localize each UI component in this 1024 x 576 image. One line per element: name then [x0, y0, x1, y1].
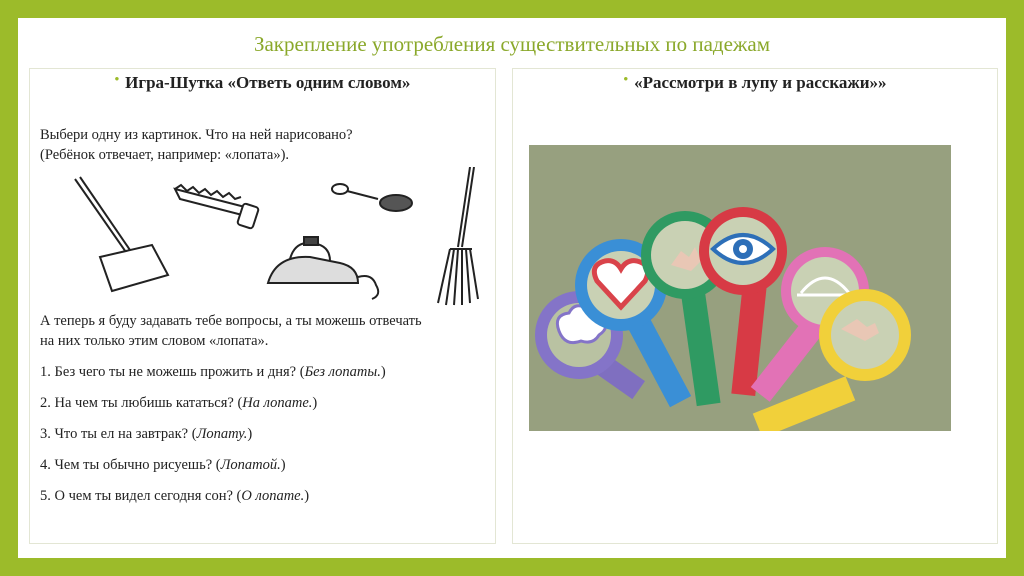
- questions-list: [40, 357, 490, 512]
- paragraph-line-1: А теперь я буду задавать тебе вопросы, а ты можешь отвечать: [40, 313, 422, 329]
- answer-text: Лопатой.: [220, 457, 281, 473]
- question-end: ): [380, 364, 386, 380]
- question-text: 4. Чем ты обычно рисуешь? (: [40, 457, 221, 473]
- question-text: 2. На чем ты любишь кататься? (: [40, 395, 243, 411]
- worksheet-drawings: [40, 167, 480, 307]
- left-panel: [29, 68, 496, 544]
- slide-title: Закрепление употребления существительных по падежам: [253, 32, 771, 56]
- bullet-icon: •: [623, 71, 629, 86]
- broom-drawing: [438, 167, 478, 305]
- left-heading-text: Игра-Шутка «Ответь одним словом»: [125, 73, 411, 92]
- saw-drawing: [175, 185, 259, 229]
- right-heading-text: «Рассмотри в лупу и расскажи»»: [634, 73, 887, 92]
- question-end: ): [304, 488, 310, 504]
- right-panel: [512, 68, 998, 544]
- question-item: [40, 388, 490, 419]
- worksheet-intro: [40, 125, 480, 165]
- answer-text: Без лопаты.: [304, 364, 381, 380]
- question-item: [40, 450, 490, 481]
- right-panel-heading: [513, 73, 997, 93]
- question-item: [40, 357, 490, 388]
- spoon-drawing: [332, 184, 412, 211]
- question-text: 1. Без чего ты не можешь прожить и дня? (: [40, 364, 305, 380]
- answer-text: На лопате.: [242, 395, 313, 411]
- question-text: 5. О чем ты видел сегодня сон? (: [40, 488, 242, 504]
- left-panel-heading: [30, 73, 495, 93]
- answer-text: Лопату.: [196, 426, 248, 442]
- magnifier-photo: [529, 145, 951, 431]
- shovel-drawing: [75, 177, 168, 291]
- intro-line-2: (Ребёнок отвечает, например: «лопата»).: [40, 147, 290, 163]
- paragraph-line-2: на них только этим словом «лопата».: [40, 333, 269, 349]
- question-end: ): [280, 457, 286, 473]
- answer-text: О лопате.: [241, 488, 305, 504]
- intro-line-1: Выбери одну из картинок. Что на ней нарисовано?: [40, 127, 353, 143]
- question-item: [40, 419, 490, 450]
- worksheet: [40, 125, 505, 545]
- worksheet-paragraph: [40, 311, 490, 351]
- question-end: ): [312, 395, 318, 411]
- question-item: [40, 481, 490, 512]
- slide: [18, 18, 1006, 558]
- bullet-icon: •: [114, 71, 120, 86]
- question-text: 3. Что ты ел на завтрак? (: [40, 426, 197, 442]
- question-end: ): [247, 426, 253, 442]
- iron-drawing: [268, 237, 378, 299]
